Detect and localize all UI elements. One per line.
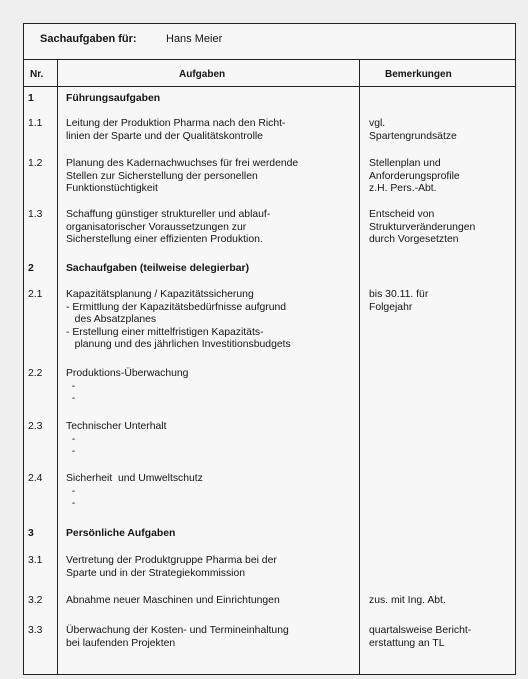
header-label: Sachaufgaben für: [40,33,137,45]
remark-text [369,625,509,650]
task-line: Sachaufgaben (teilweise delegierbar) [66,263,250,274]
row-number: 3.2 [28,595,43,606]
task-line: - [66,485,76,497]
task-line: Sicherstellung einer effizienten Produktion. [66,234,263,245]
remark-line: Spartengrundsätze [369,130,457,142]
task-line: - [66,498,76,509]
row-number: 3.1 [28,555,43,566]
task-line: organisatorischer Voraussetzungen zur [66,221,247,233]
row-number: 2.3 [28,421,43,432]
task-line: Produktions-Überwachung [66,368,189,379]
remark-text [369,289,509,314]
remark-line: erstattung an TL [369,637,445,649]
task-line: Schaffung günstiger struktureller und ablauf- [66,209,271,220]
column-divider-1 [57,60,58,674]
task-text [66,368,356,406]
task-line: Funktionstüchtigkeit [66,183,158,194]
remark-line: Stellenplan und [369,158,441,169]
remark-line: Strukturveränderungen [369,221,476,233]
task-line: - [66,393,76,404]
row-number: 2.1 [28,289,43,300]
row-number: 1.3 [28,209,43,220]
task-line: Stellen zur Sicherstellung der personellen [66,170,258,182]
task-text [66,209,356,247]
task-line: - Erstellung einer mittelfristigen Kapazitäts- [66,326,264,338]
remark-text [369,209,509,247]
remark-line: Anforderungsprofile [369,170,460,182]
remark-text [369,158,509,196]
task-text [66,595,356,608]
task-text [66,528,356,541]
remark-text [369,595,509,608]
remark-line: bis 30.11. für [369,289,429,300]
task-line: Abnahme neuer Maschinen und Einrichtungen [66,595,280,606]
row-number: 1 [28,93,34,104]
task-text [66,93,356,106]
task-line: planung und des jährlichen Investitionsbudgets [66,339,291,350]
task-line: Technischer Unterhalt [66,421,167,432]
task-text [66,289,356,352]
task-line: Persönliche Aufgaben [66,528,176,539]
row-number: 3 [28,528,34,539]
row-number: 2 [28,263,34,274]
task-line: des Absatzplanes [66,314,157,325]
task-line: - [66,433,76,445]
row-number: 1.2 [28,158,43,169]
task-text [66,473,356,511]
task-text [66,158,356,196]
remark-line: durch Vorgesetzten [369,234,459,245]
task-line: Überwachung der Kosten- und Termineinhaltung [66,625,289,636]
row-number: 2.2 [28,368,43,379]
task-text [66,625,356,650]
sheet-header [24,24,515,60]
column-header-nr: Nr. [30,69,44,80]
task-line: - Ermittlung der Kapazitätsbedürfnisse aufgrund [66,301,287,313]
task-line: Leitung der Produktion Pharma nach den Richt- [66,118,286,129]
task-line: linien der Sparte und der Qualitätskontrolle [66,130,263,142]
task-text [66,555,356,580]
task-line: Vertretung der Produktgruppe Pharma bei der [66,555,277,566]
task-line: - [66,380,76,392]
remark-line: Entscheid von [369,209,435,220]
task-line: Sicherheit und Umweltschutz [66,473,203,484]
remark-line: quartalsweise Bericht- [369,625,472,636]
column-header-notes: Bemerkungen [385,69,452,80]
employee-name: Hans Meier [166,33,223,45]
column-header-tasks: Aufgaben [179,69,226,80]
task-line: bei laufenden Projekten [66,637,176,649]
job-tasks-sheet [23,23,516,675]
row-number: 3.3 [28,625,43,636]
column-divider-2 [359,60,360,674]
row-number: 1.1 [28,118,43,129]
task-text [66,421,356,459]
remark-text [369,118,509,143]
column-headers [24,60,515,87]
task-text [66,263,356,276]
task-line: Kapazitätsplanung / Kapazitätssicherung [66,289,254,300]
task-line: - [66,446,76,457]
task-line: Sparte und in der Strategiekommission [66,567,246,579]
remark-line: vgl. [369,118,386,129]
row-number: 2.4 [28,473,43,484]
task-line: Planung des Kadernachwuchses für frei werdende [66,158,299,169]
remark-line: Folgejahr [369,301,413,313]
task-text [66,118,356,143]
task-line: Führungsaufgaben [66,93,161,104]
remark-line: zus. mit Ing. Abt. [369,595,446,606]
remark-line: z.H. Pers.-Abt. [369,183,437,194]
